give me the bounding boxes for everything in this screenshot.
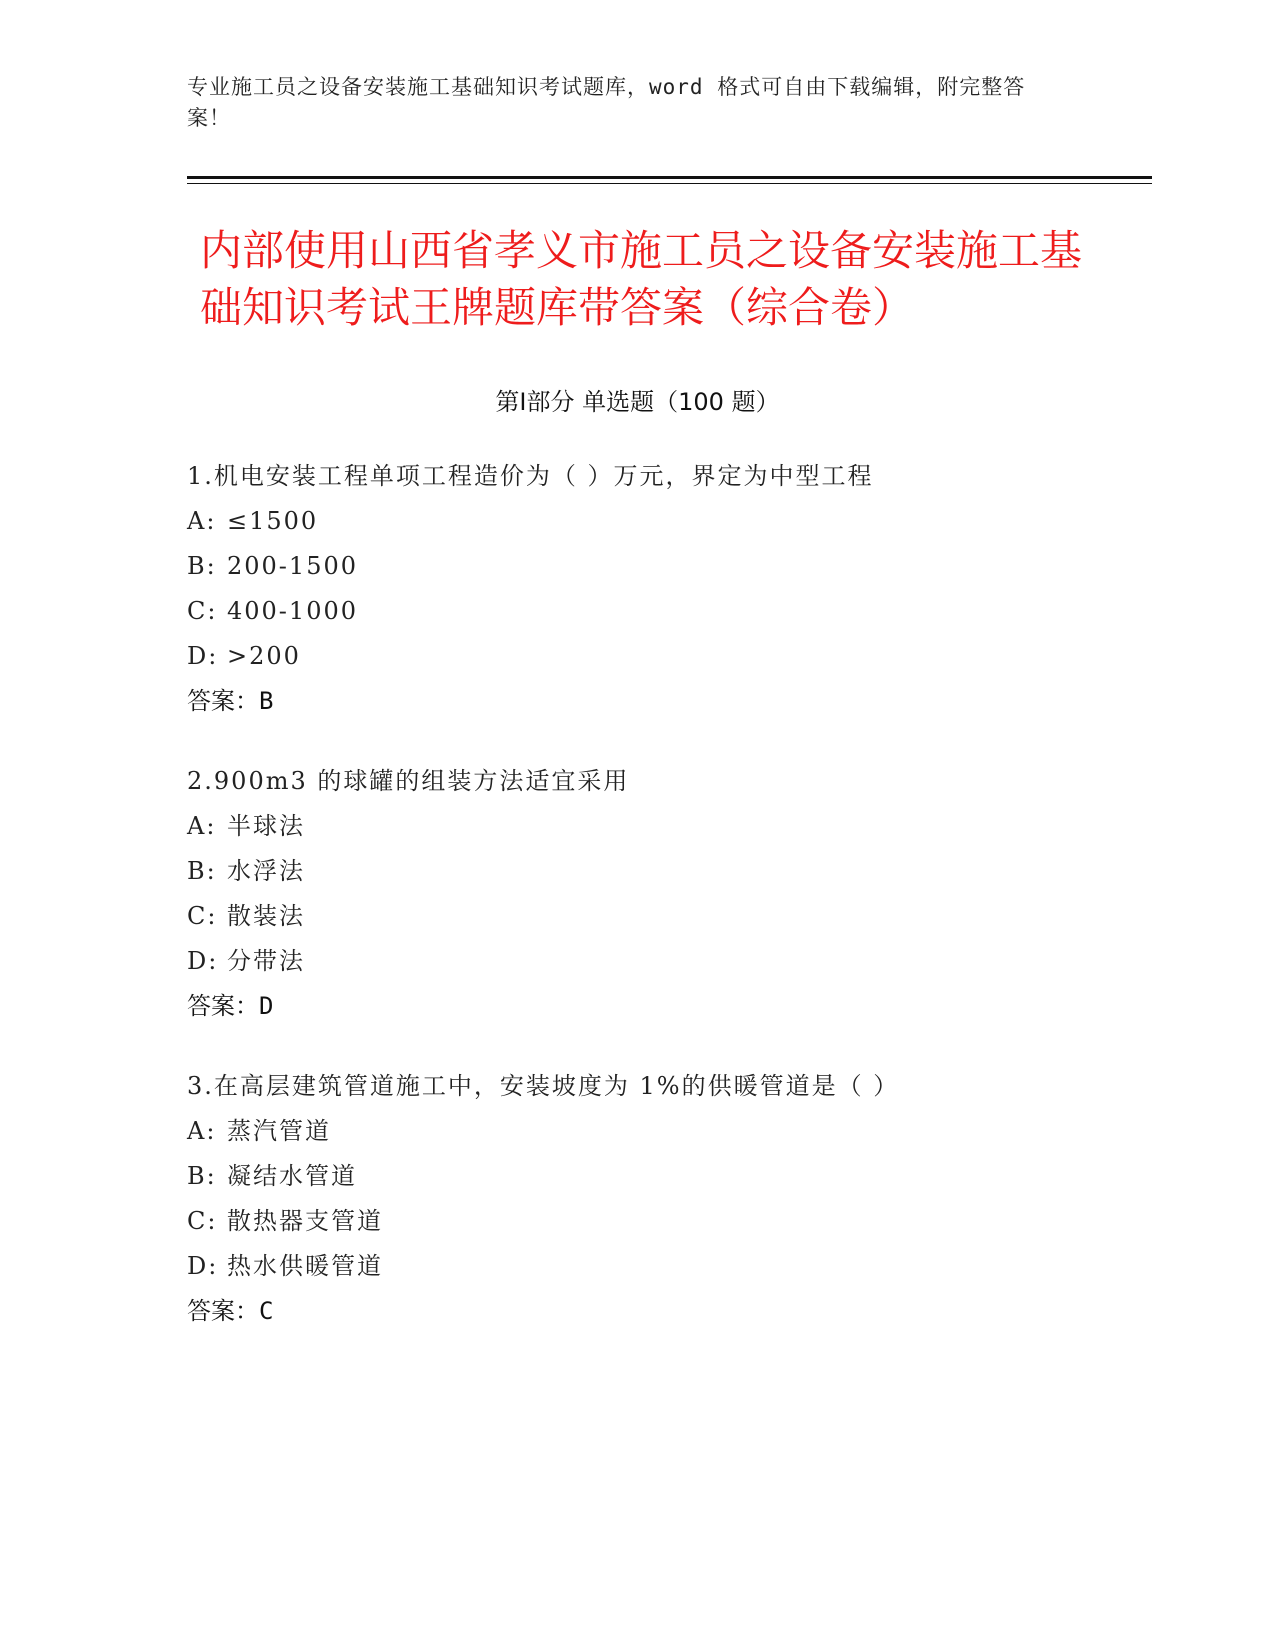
option-text: 凝结水管道 <box>227 1162 357 1190</box>
option-d <box>187 946 1137 991</box>
option-a <box>187 506 1137 551</box>
option-letter: A: <box>187 812 217 840</box>
option-text: 散热器支管道 <box>227 1207 383 1235</box>
question-stem: 1.机电安装工程单项工程造价为（ ）万元，界定为中型工程 <box>187 462 874 490</box>
section-title: 第Ⅰ部分 单选题（100 题） <box>495 388 780 416</box>
option-letter: D: <box>187 642 219 670</box>
option-text: 散装法 <box>227 902 305 930</box>
option-letter: C: <box>187 1207 218 1235</box>
option-b <box>187 551 1137 596</box>
answer-line <box>187 686 1137 731</box>
answer-line <box>187 1296 1137 1341</box>
option-c <box>187 1206 1137 1251</box>
option-text: 水浮法 <box>227 857 305 885</box>
option-text: 200-1500 <box>227 552 358 580</box>
option-letter: B: <box>187 857 217 885</box>
header-divider-thick <box>187 176 1152 179</box>
answer-label: 答案： <box>187 1297 259 1325</box>
option-text: 蒸汽管道 <box>227 1117 331 1145</box>
option-letter: A: <box>187 1117 217 1145</box>
option-a <box>187 811 1137 856</box>
option-text: >200 <box>227 642 301 670</box>
option-c <box>187 901 1137 946</box>
option-b <box>187 856 1137 901</box>
question-1 <box>187 461 1137 731</box>
option-b <box>187 1161 1137 1206</box>
option-text: 热水供暖管道 <box>227 1252 383 1280</box>
answer-value: D <box>259 992 274 1020</box>
option-c <box>187 596 1137 641</box>
option-text: 分带法 <box>227 947 305 975</box>
question-stem: 2.900m3 的球罐的组装方法适宜采用 <box>187 767 630 795</box>
option-a <box>187 1116 1137 1161</box>
option-letter: D: <box>187 947 219 975</box>
answer-value: B <box>259 687 274 715</box>
option-letter: C: <box>187 902 218 930</box>
option-d <box>187 1251 1137 1296</box>
answer-label: 答案： <box>187 992 259 1020</box>
option-text: 400-1000 <box>227 597 358 625</box>
answer-value: C <box>259 1297 274 1325</box>
option-letter: B: <box>187 1162 217 1190</box>
header-divider-thin <box>187 183 1152 184</box>
option-letter: B: <box>187 552 217 580</box>
option-letter: A: <box>187 507 217 535</box>
option-letter: D: <box>187 1252 219 1280</box>
document-title: 内部使用山西省孝义市施工员之设备安装施工基础知识考试王牌题库带答案（综合卷） <box>200 226 1083 332</box>
option-letter: C: <box>187 597 218 625</box>
answer-line <box>187 991 1137 1036</box>
header-note: 专业施工员之设备安装施工基础知识考试题库，word 格式可自由下载编辑，附完整答案！ <box>187 75 1026 130</box>
option-text: 半球法 <box>227 812 305 840</box>
question-3 <box>187 1071 1137 1341</box>
question-stem: 3.在高层建筑管道施工中，安装坡度为 1%的供暖管道是（ ） <box>187 1072 900 1100</box>
option-text: ≤1500 <box>227 507 319 535</box>
question-2 <box>187 766 1137 1036</box>
answer-label: 答案： <box>187 687 259 715</box>
option-d <box>187 641 1137 686</box>
